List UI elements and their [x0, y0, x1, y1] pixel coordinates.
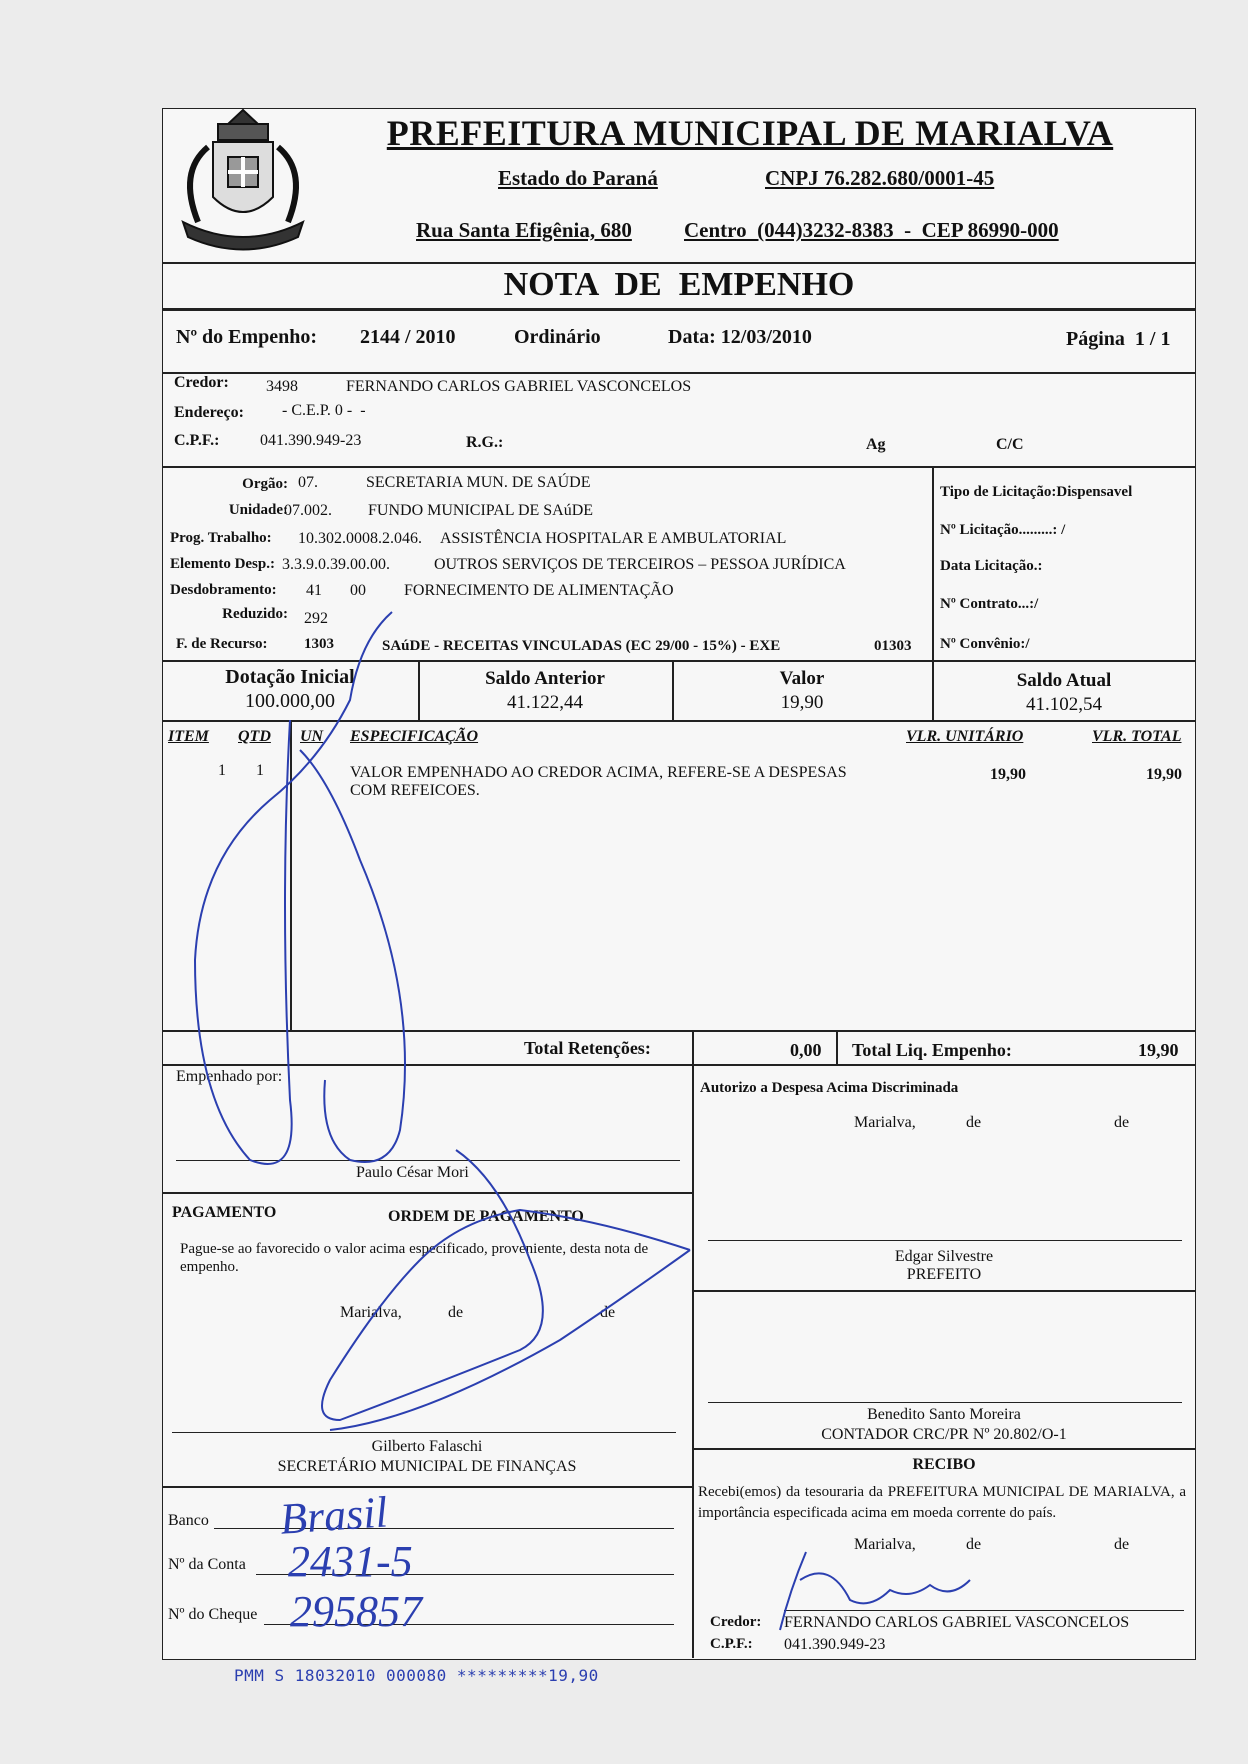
handwritten-banco: Brasil: [278, 1487, 390, 1544]
bank-stamp: PMM S 18032010 000080 *********19,90: [234, 1666, 599, 1685]
col-un-header: UN: [300, 728, 324, 745]
recibo-title: RECIBO: [912, 1456, 976, 1473]
recibo-cpf-value: 041.390.949-23: [784, 1636, 886, 1653]
document-title: NOTA DE EMPENHO: [503, 266, 855, 303]
pagamento-label: PAGAMENTO: [172, 1204, 277, 1221]
unidade-name: FUNDO MUNICIPAL DE SAúDE: [368, 502, 594, 519]
reduzido-code: 292: [304, 610, 328, 627]
recurso-label: F. de Recurso:: [176, 636, 268, 652]
saldo-anterior-value: 41.122,44: [507, 692, 583, 713]
recurso-code: 1303: [304, 636, 334, 652]
desdobramento-b: 00: [350, 582, 366, 599]
recibo-de-1: de: [966, 1536, 982, 1553]
row-total-value: 19,90: [1146, 766, 1182, 783]
signature-ordem-loop: [322, 1150, 690, 1420]
tipo-licitacao: Tipo de Licitação:Dispensavel: [940, 484, 1133, 500]
cc-label: C/C: [996, 436, 1024, 453]
pagamento-de-2: de: [600, 1304, 616, 1321]
elemento-code: 3.3.9.0.39.00.00.: [282, 556, 390, 573]
credor-code: 3498: [266, 378, 298, 395]
valor-label: Valor: [779, 668, 825, 689]
financas-name: Gilberto Falaschi: [371, 1438, 483, 1455]
dotacao-value: 100.000,00: [245, 690, 335, 712]
handwritten-conta: 2431-5: [288, 1537, 413, 1586]
recurso-number: 01303: [874, 638, 912, 654]
row-unit-value: 19,90: [990, 766, 1026, 783]
pagamento-text: Pague-se ao favorecido o valor acima especificado, proveniente, desta nota de empenho.: [180, 1241, 649, 1275]
desdobramento-label: Desdobramento:: [170, 582, 277, 598]
recibo-de-2: de: [1114, 1536, 1130, 1553]
dotacao-label: Dotação Inicial: [225, 666, 355, 688]
col-valor-total-header: VLR. TOTAL: [1092, 728, 1182, 745]
desdobramento-name: FORNECIMENTO DE ALIMENTAÇÃO: [404, 582, 674, 599]
orgao-label: Orgão:: [242, 476, 288, 492]
col-item-header: ITEM: [168, 728, 209, 745]
numero-contrato: Nº Contrato...:/: [940, 596, 1039, 612]
reduzido-label: Reduzido:: [222, 606, 288, 622]
autorizo-text: Autorizo a Despesa Acima Discriminada: [700, 1080, 959, 1096]
cpf-label: C.P.F.:: [174, 432, 220, 449]
banco-label: Banco: [168, 1512, 209, 1529]
data-licitacao: Data Licitação.:: [940, 558, 1043, 574]
recibo-text: Recebi(emos) da tesouraria da PREFEITURA MUNICIPAL DE MARIALVA, a importância especificada acima em moeda corrente do país.: [698, 1484, 1186, 1521]
row-item: 1: [218, 762, 226, 779]
total-liquido-value: 19,90: [1138, 1040, 1179, 1060]
endereco-label: Endereço:: [174, 404, 244, 421]
empenho-date: Data: 12/03/2010: [668, 326, 812, 348]
row-qtd: 1: [256, 762, 264, 779]
total-retencoes-value: 0,00: [790, 1040, 822, 1060]
header-title: PREFEITURA MUNICIPAL DE MARIALVA: [386, 113, 1114, 153]
contador-title: CONTADOR CRC/PR Nº 20.802/O-1: [821, 1426, 1067, 1443]
recurso-name: SAúDE - RECEITAS VINCULADAS (EC 29/00 - 15%) - EXE: [382, 638, 781, 654]
recibo-place: Marialva,: [854, 1536, 916, 1553]
valor-value: 19,90: [780, 692, 824, 713]
recibo-cpf-label: C.P.F.:: [710, 1636, 753, 1652]
pagamento-de-1: de: [448, 1304, 464, 1321]
handwritten-cheque: 295857: [290, 1587, 422, 1636]
autorizo-place: Marialva,: [854, 1114, 916, 1131]
ordem-pagamento-label: ORDEM DE PAGAMENTO: [388, 1208, 584, 1225]
financas-title: SECRETÁRIO MUNICIPAL DE FINANÇAS: [277, 1458, 577, 1475]
col-qtd-header: QTD: [238, 728, 271, 745]
header-address-rest: Centro (044)3232-8383 - CEP 86990-000: [684, 218, 1059, 242]
header-state: Estado do Paraná: [498, 166, 658, 190]
prefeito-title: PREFEITO: [906, 1266, 982, 1283]
recibo-credor-name: FERNANDO CARLOS GABRIEL VASCONCELOS: [784, 1614, 1130, 1631]
empenhado-por-label: Empenhado por:: [176, 1068, 283, 1085]
header-address: Rua Santa Efigênia, 680: [416, 218, 632, 242]
empenho-number-label: Nº do Empenho:: [176, 326, 318, 348]
total-retencoes-label: Total Retenções:: [524, 1038, 651, 1058]
ag-label: Ag: [866, 436, 886, 453]
elemento-label: Elemento Desp.:: [170, 556, 275, 572]
numero-convenio: Nº Convênio:/: [940, 636, 1030, 652]
saldo-anterior-label: Saldo Anterior: [485, 668, 605, 689]
credor-name: FERNANDO CARLOS GABRIEL VASCONCELOS: [346, 378, 692, 395]
unidade-code: 07.002.: [284, 502, 332, 519]
empenhado-por-name: Paulo César Mori: [356, 1164, 469, 1181]
signature-empenho-loop: [195, 612, 392, 1164]
conta-label: Nº da Conta: [168, 1556, 246, 1573]
signature-credor: [780, 1552, 970, 1630]
autorizo-de-1: de: [966, 1114, 982, 1131]
prefeito-name: Edgar Silvestre: [894, 1248, 994, 1265]
col-especificacao-header: ESPECIFICAÇÃO: [350, 728, 479, 745]
row-description-line1: VALOR EMPENHADO AO CREDOR ACIMA, REFERE-SE A DESPESAS: [350, 764, 847, 781]
prog-code: 10.302.0008.2.046.: [298, 530, 422, 547]
prog-name: ASSISTÊNCIA HOSPITALAR E AMBULATORIAL: [440, 530, 787, 547]
cheque-label: Nº do Cheque: [168, 1606, 258, 1623]
cpf-value: 041.390.949-23: [260, 432, 362, 449]
row-description-line2: COM REFEICOES.: [350, 782, 480, 799]
elemento-name: OUTROS SERVIÇOS DE TERCEIROS – PESSOA JURÍDICA: [434, 556, 846, 573]
orgao-name: SECRETARIA MUN. DE SAÚDE: [366, 474, 591, 491]
header-cnpj: CNPJ 76.282.680/0001-45: [765, 166, 995, 190]
total-liquido-label: Total Liq. Empenho:: [852, 1040, 1012, 1060]
unidade-label: Unidade:: [228, 502, 288, 518]
contador-name: Benedito Santo Moreira: [867, 1406, 1021, 1423]
rg-label: R.G.:: [466, 434, 504, 451]
col-valor-unitario-header: VLR. UNITÁRIO: [906, 728, 1024, 745]
numero-licitacao: Nº Licitação.........: /: [940, 522, 1066, 538]
empenho-number: 2144 / 2010: [360, 326, 456, 348]
page-number: Página 1 / 1: [1066, 328, 1171, 350]
saldo-atual-label: Saldo Atual: [1016, 670, 1112, 691]
empenho-type: Ordinário: [514, 326, 601, 348]
autorizo-de-2: de: [1114, 1114, 1130, 1131]
desdobramento-a: 41: [306, 582, 322, 599]
saldo-atual-value: 41.102,54: [1026, 694, 1102, 715]
signature-empenho-loop-2: [300, 750, 405, 1162]
orgao-code: 07.: [298, 474, 318, 491]
credor-label: Credor:: [174, 374, 229, 391]
pagamento-place: Marialva,: [340, 1304, 402, 1321]
recibo-credor-label: Credor:: [710, 1614, 762, 1630]
prog-label: Prog. Trabalho:: [170, 530, 272, 546]
endereco-value: - C.E.P. 0 - -: [282, 402, 366, 419]
